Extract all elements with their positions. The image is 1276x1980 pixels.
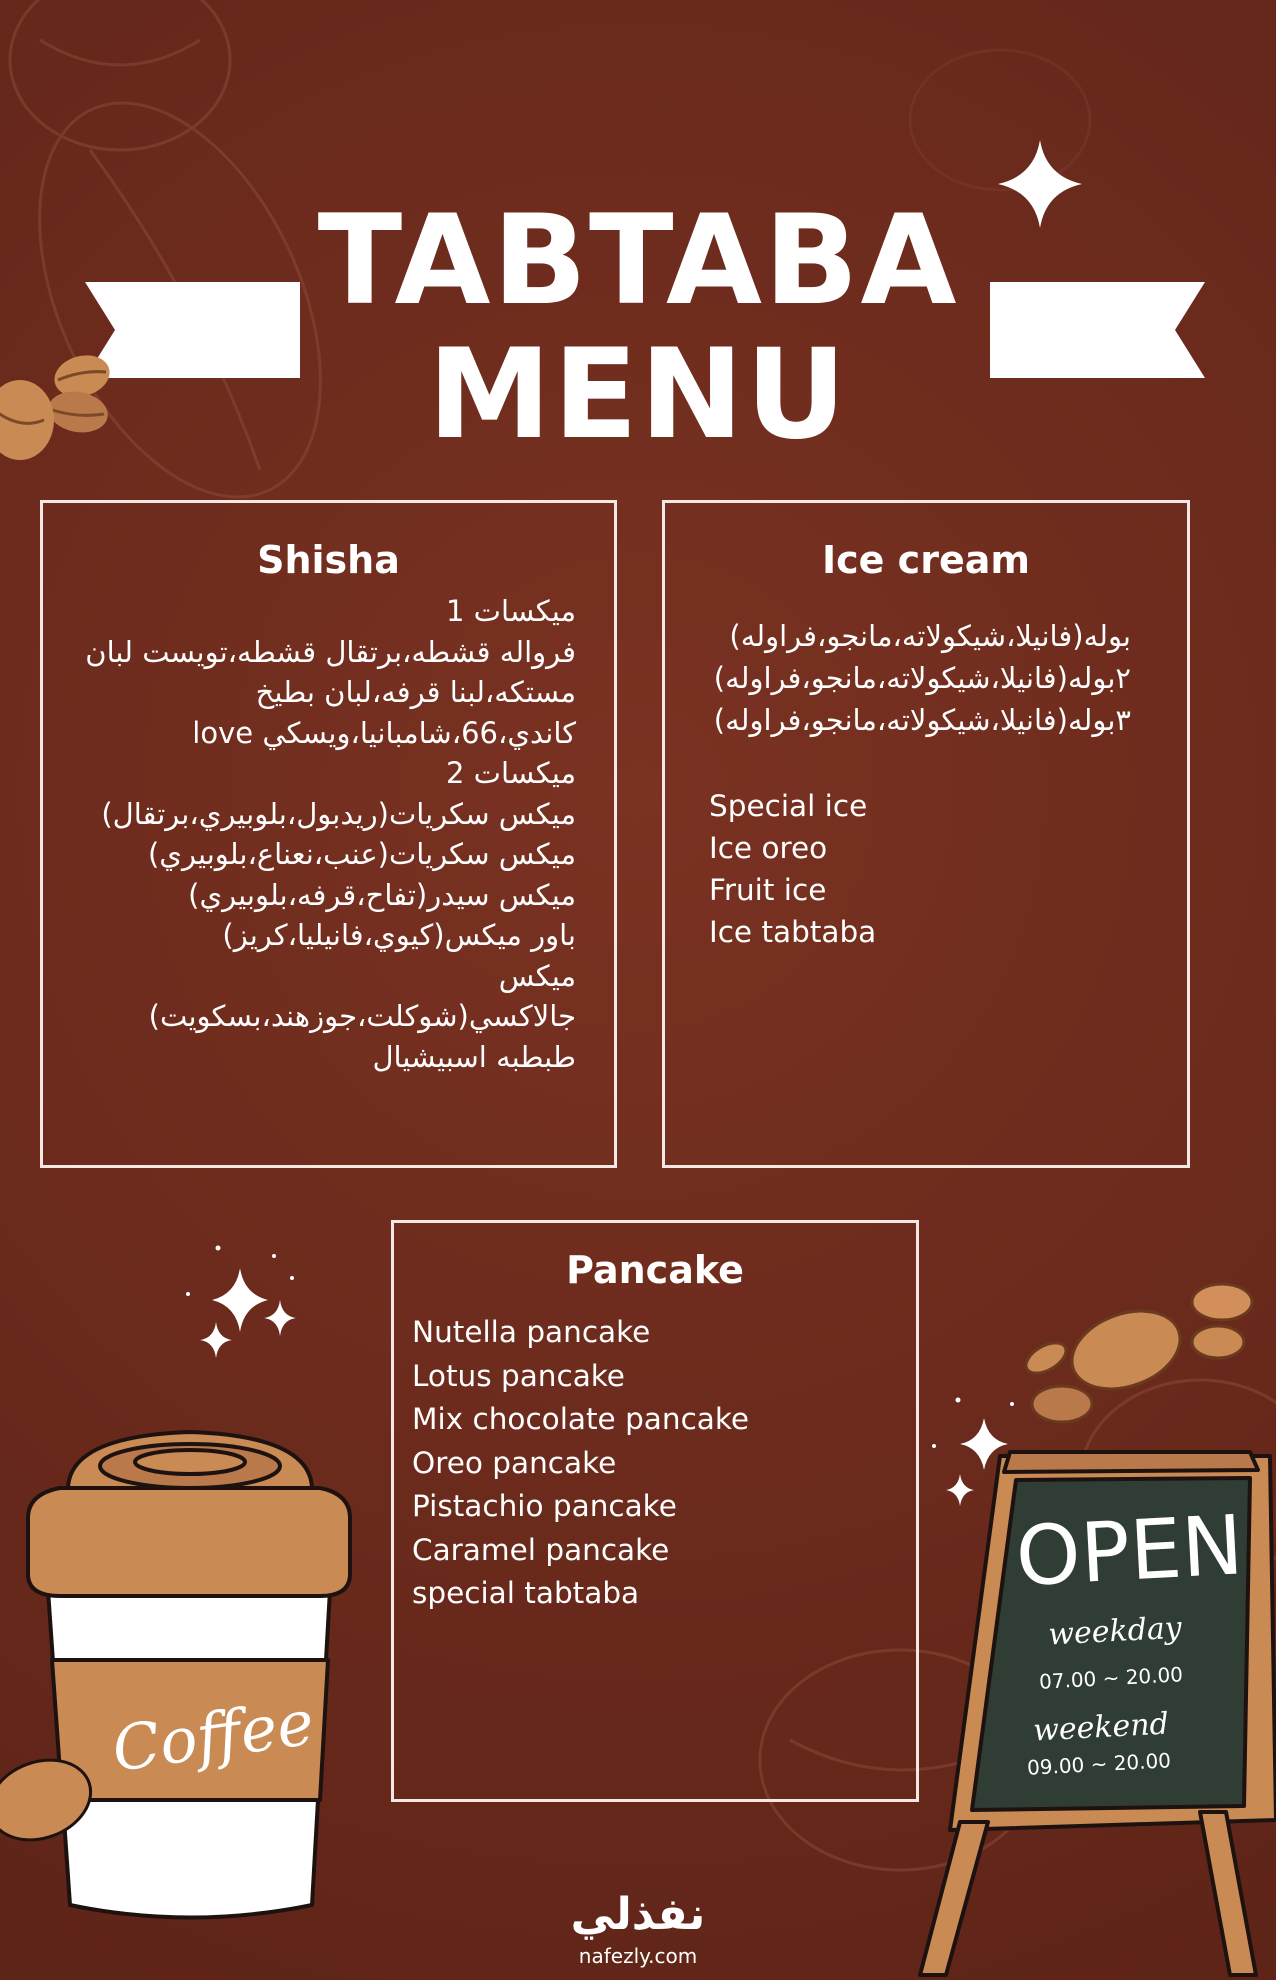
open-sign-title: OPEN [1013, 1498, 1246, 1606]
list-item: جالاكسي(شوكلت،جوزهند،بسكويت) [148, 999, 576, 1033]
shisha-heading: Shisha [257, 538, 400, 582]
list-item: Ice tabtaba [709, 915, 877, 949]
list-item: فرواله قشطه،برتقال قشطه،تويست لبان [85, 634, 576, 669]
open-sign-weekday-label: weekday [1047, 1610, 1183, 1653]
list-item: طبطبه اسبيشيال [372, 1039, 576, 1074]
cup-label: Coffee [107, 1685, 319, 1786]
list-item: Lotus pancake [412, 1358, 625, 1393]
list-item: كاندي،66،شامبانيا،ويسكي love [192, 715, 576, 750]
list-item: Nutella pancake [412, 1315, 651, 1349]
list-item: Fruit ice [709, 873, 827, 907]
list-item: ميكس سكريات(ريدبول،بلوبيري،برتقال) [101, 796, 576, 831]
ice-cream-heading: Ice cream [822, 538, 1030, 582]
watermark-url: nafezly.com [578, 1944, 698, 1968]
open-sign-weekend-hours: 09.00 ~ 20.00 [1026, 1748, 1172, 1780]
list-item: ٣بوله(فانيلا،شيكولاته،مانجو،فراوله) [713, 703, 1131, 737]
open-sign-weekday-hours: 07.00 ~ 20.00 [1038, 1662, 1184, 1694]
list-item: باور ميكس(كيوي،فانيليا،كريز) [222, 918, 576, 952]
list-item: Ice oreo [709, 831, 828, 865]
list-item: ميكسات 2 [446, 756, 576, 790]
list-item: ميكس سيدر(تفاح،قرفه،بلوبيري) [188, 877, 576, 912]
list-item: Special ice [709, 789, 868, 823]
list-item: Pistachio pancake [412, 1489, 677, 1523]
list-item: Mix chocolate pancake [412, 1402, 750, 1436]
list-item: ميكسات 1 [446, 594, 576, 628]
list-item: Caramel pancake [412, 1532, 670, 1567]
pancake-heading: Pancake [566, 1248, 744, 1292]
watermark-logo: نفذلي [570, 1889, 706, 1940]
list-item: بوله(فانيلا،شيكولاته،مانجو،فراوله) [729, 619, 1131, 653]
open-sign-weekend-label: weekend [1032, 1706, 1170, 1749]
list-item: مستكه،لبنا قرفه،لبان بطيخ [255, 675, 576, 709]
list-item: ميكس سكريات(عنب،نعناع،بلوبيري) [147, 837, 576, 871]
list-item: special tabtaba [412, 1576, 640, 1610]
menu-title-line1: TABTABA [317, 189, 959, 333]
list-item: ٢بوله(فانيلا،شيكولاته،مانجو،فراوله) [713, 661, 1131, 695]
menu-title-line2: MENU [427, 323, 849, 467]
list-item: ميكس [498, 958, 576, 993]
list-item: Oreo pancake [412, 1445, 617, 1480]
